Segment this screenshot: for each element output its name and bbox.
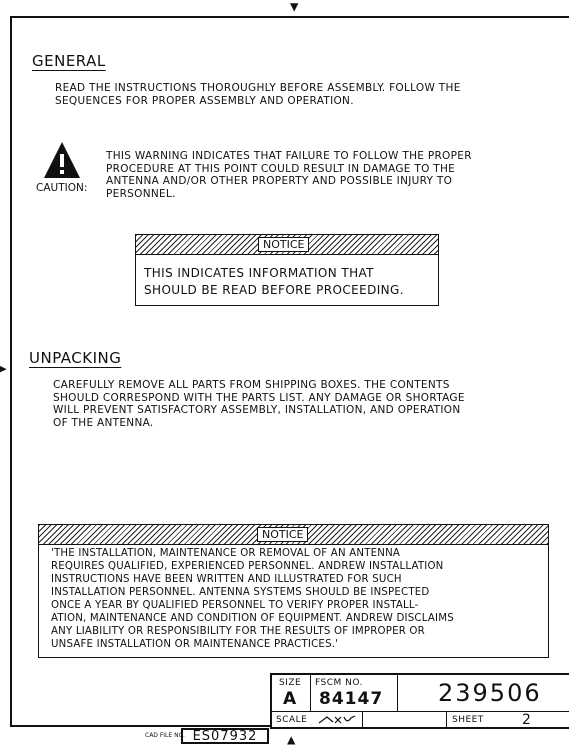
scale-label: SCALE: [276, 715, 308, 725]
bottom-center-arrow: ▲: [287, 732, 296, 748]
size-value: A: [283, 689, 297, 709]
left-center-arrow: ▶: [0, 362, 7, 375]
notice-box-small: [135, 234, 439, 306]
size-label: SIZE: [279, 678, 302, 688]
unpacking-text: CAREFULLY REMOVE ALL PARTS FROM SHIPPING BOXES. THE CONTENTS SHOULD CORRESPOND WITH THE PARTS LIST. ANY DAMAGE OR SHORTAGE WILL PREVENT SATISFACTORY ASSEMBLY, INSTALLATION, AND OPERATION OF THE ANTENNA.: [53, 379, 465, 429]
sheet-label: SHEET: [452, 715, 484, 725]
notice-large-text: 'THE INSTALLATION, MAINTENANCE OR REMOVAL OF AN ANTENNA REQUIRES QUALIFIED, EXPERIENCED PERSONNEL. ANDREW INSTALLATION INSTRUCTIONS HAVE BEEN WRITTEN AND ILLUSTRATED FOR SUCH INSTALLATION PERSONNEL. ANTENNA SYSTEMS SHOULD BE INSPECTED ONCE A YEAR BY QUALIFIED PERSONNEL TO VERIFY PROPER INSTALL- ATION, MAINTENANCE AND CONDITION OF EQUIPMENT. ANDREW DISCLAIMS ANY LIABILITY OR RESPONSIBILITY FOR THE RESULTS OF IMPROPER OR UNSAFE INSTALLATION OR MAINTENANCE PRACTICES.': [51, 548, 454, 650]
sheet-value: 2: [522, 712, 531, 728]
notice-box-large: [38, 524, 549, 658]
caution-text: THIS WARNING INDICATES THAT FAILURE TO FOLLOW THE PROPER PROCEDURE AT THIS POINT COULD RESULT IN DAMAGE TO THE ANTENNA AND/OR OTHER PROPERTY AND POSSIBLE INJURY TO PERSONNEL.: [106, 150, 472, 200]
general-heading: GENERAL: [32, 52, 106, 70]
notice-small-text: THIS INDICATES INFORMATION THAT SHOULD BE READ BEFORE PROCEEDING.: [144, 266, 404, 297]
general-text: READ THE INSTRUCTIONS THOROUGHLY BEFORE ASSEMBLY. FOLLOW THE SEQUENCES FOR PROPER ASSEMBLY AND OPERATION.: [55, 82, 461, 107]
file-number-value: ES07932: [181, 728, 269, 744]
title-block: [270, 673, 569, 729]
caution-label: CAUTION:: [36, 182, 88, 194]
scale-mark-icon: [317, 714, 357, 726]
top-center-arrow: ▼: [290, 0, 299, 15]
drawing-number: 239506: [438, 679, 542, 707]
notice-tag: NOTICE: [258, 237, 309, 252]
fscm-label: FSCM NO.: [315, 678, 363, 688]
caution-warning-icon: [42, 140, 82, 180]
notice-tag: NOTICE: [257, 527, 308, 542]
file-number-label: CAD FILE NO.: [145, 732, 185, 739]
fscm-value: 84147: [319, 689, 384, 709]
unpacking-heading: UNPACKING: [29, 349, 122, 367]
